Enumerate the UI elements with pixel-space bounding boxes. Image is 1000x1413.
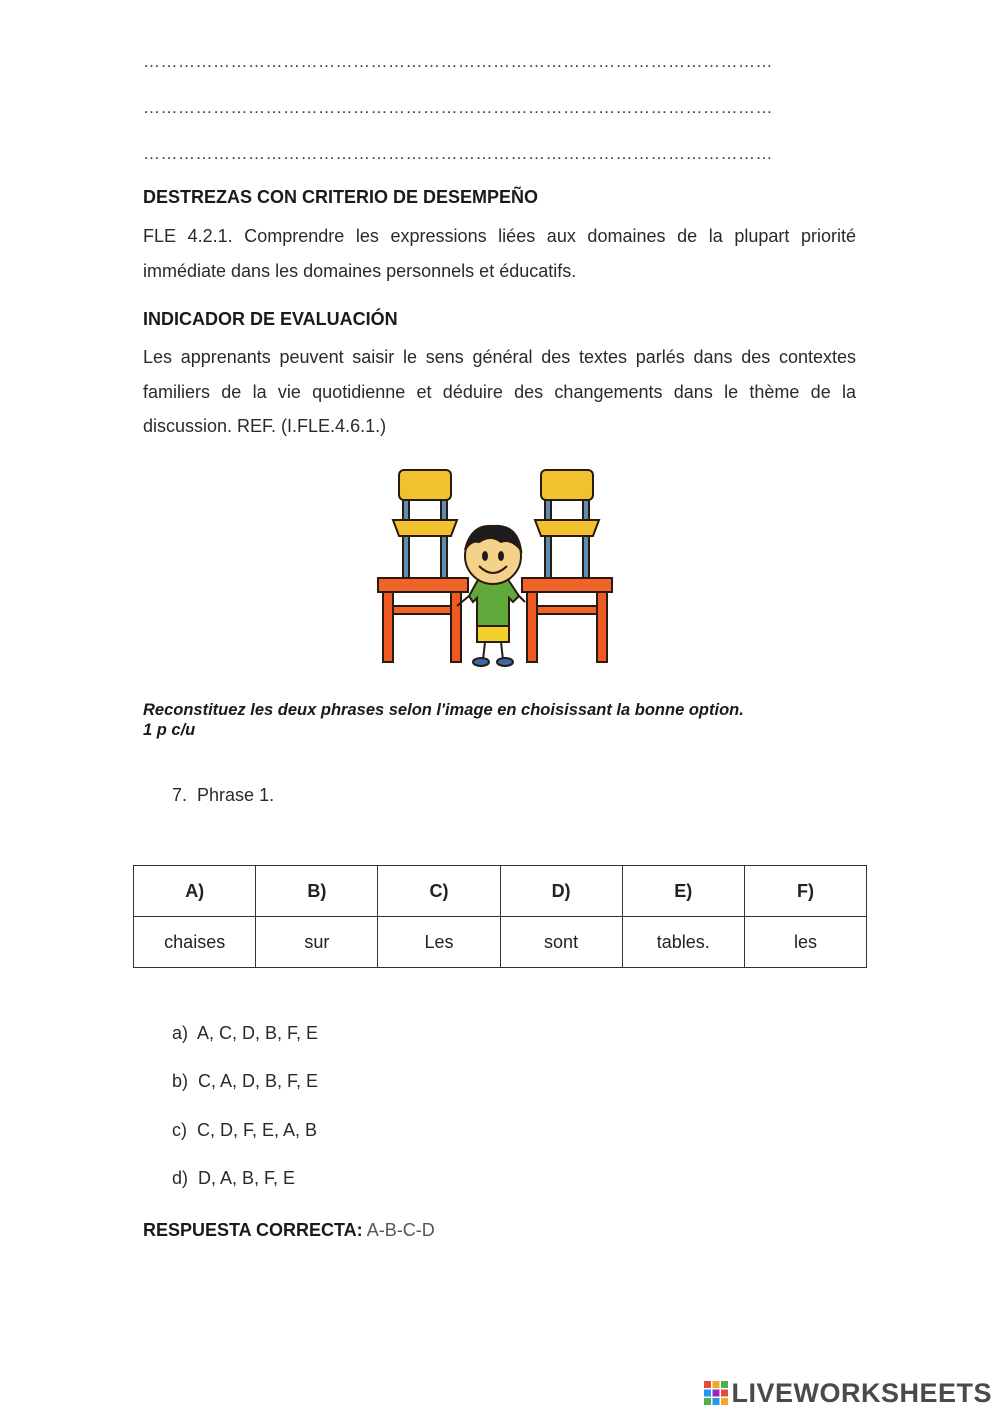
option-letter: d) xyxy=(172,1168,189,1188)
answer-line: ……………………………………………………………………………………………… xyxy=(143,144,773,163)
table-cell: les xyxy=(744,917,866,968)
right-table xyxy=(522,578,612,662)
table-cell: sont xyxy=(500,917,622,968)
option-text: D, A, B, F, E xyxy=(198,1168,296,1188)
liveworksheets-logo-icon xyxy=(703,1380,729,1406)
question-label xyxy=(172,785,274,806)
table-cell: sur xyxy=(256,917,378,968)
instruction xyxy=(143,700,863,740)
answer-line: ……………………………………………………………………………………………… xyxy=(143,98,773,117)
question-text: Phrase 1. xyxy=(197,785,275,805)
correct-answer xyxy=(143,1220,435,1241)
instruction-line: Reconstituez les deux phrases selon l'image en choisissant la bonne option. xyxy=(143,701,744,719)
boy xyxy=(457,526,525,666)
correct-answer-label: RESPUESTA CORRECTA: xyxy=(143,1220,363,1240)
destrezas-heading: DESTREZAS CON CRITERIO DE DESEMPEÑO xyxy=(143,187,539,207)
table-cell: chaises xyxy=(134,917,256,968)
table-row xyxy=(134,917,867,968)
liveworksheets-logo[interactable] xyxy=(703,1379,992,1407)
indicador-heading: INDICADOR DE EVALUACIÓN xyxy=(143,309,398,329)
indicador-text: Les apprenants peuvent saisir le sens général des textes parlés dans des contextes familiers de la vie quotidienne et déduire des changements dans le thème de la discussion. REF. (I.FLE.4.6.1.) xyxy=(143,347,856,436)
table-header: F) xyxy=(744,866,866,917)
question-number: 7. xyxy=(172,785,188,805)
option-d[interactable] xyxy=(172,1168,295,1189)
option-a[interactable] xyxy=(172,1023,318,1044)
table-header: D) xyxy=(500,866,622,917)
table-cell: Les xyxy=(378,917,500,968)
correct-answer-value: A-B-C-D xyxy=(366,1220,435,1240)
answer-line: ……………………………………………………………………………………………… xyxy=(143,52,773,71)
table-header: E) xyxy=(622,866,744,917)
destrezas-text: FLE 4.2.1. Comprendre les expressions liées aux domaines de la plupart priorité immédiate dans les domaines personnels et éducatifs. xyxy=(143,226,856,281)
option-text: A, C, D, B, F, E xyxy=(197,1023,319,1043)
table-header: C) xyxy=(378,866,500,917)
left-chair xyxy=(393,470,457,578)
table-header: A) xyxy=(134,866,256,917)
option-letter: a) xyxy=(172,1023,189,1043)
instruction-points: 1 p c/u xyxy=(143,721,196,739)
left-table xyxy=(378,578,468,662)
option-letter: b) xyxy=(172,1071,189,1091)
option-text: C, D, F, E, A, B xyxy=(197,1120,318,1140)
table-header: B) xyxy=(256,866,378,917)
option-letter: c) xyxy=(172,1120,187,1140)
table-header-row xyxy=(134,866,867,917)
option-b[interactable] xyxy=(172,1071,318,1092)
option-c[interactable] xyxy=(172,1120,317,1141)
word-table xyxy=(133,865,867,968)
option-text: C, A, D, B, F, E xyxy=(198,1071,319,1091)
right-chair xyxy=(535,470,599,578)
chairs-on-tables-illustration xyxy=(375,466,615,671)
logo-text: LIVEWORKSHEETS xyxy=(731,1377,992,1408)
table-cell: tables. xyxy=(622,917,744,968)
